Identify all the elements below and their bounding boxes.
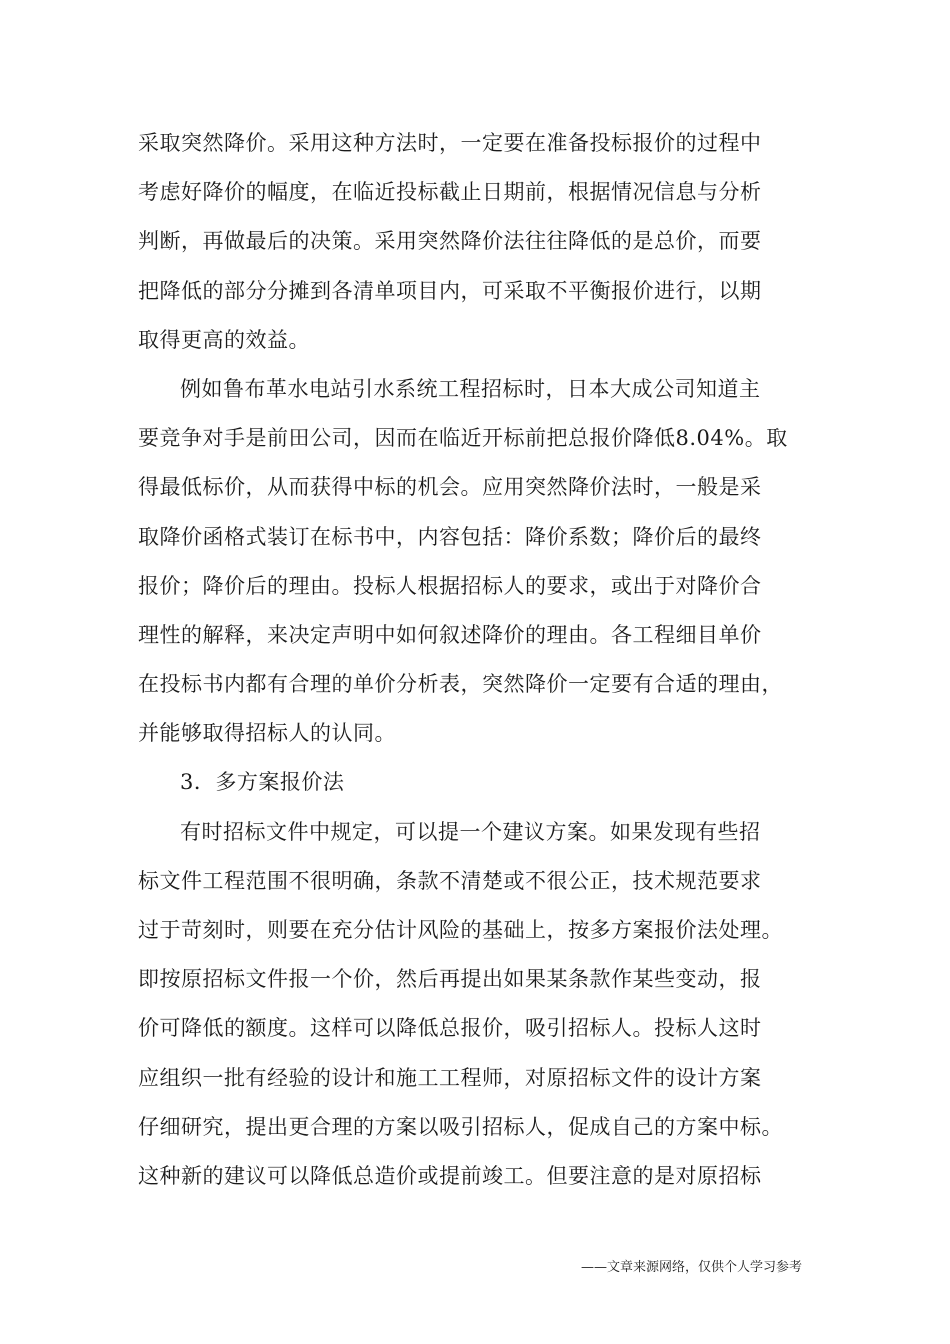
body-text bbox=[138, 119, 810, 1201]
paragraph-start-line: 例如鲁布革水电站引水系统工程招标时，日本大成公司知道主 bbox=[180, 376, 761, 401]
text-line: 采取突然降价。采用这种方法时，一定要在准备投标报价的过程中 bbox=[138, 131, 762, 155]
text-line: 过于苛刻时，则要在充分估计风险的基础上，按多方案报价法处理。 bbox=[138, 918, 783, 942]
text-line: 应组织一批有经验的设计和施工工程师，对原招标文件的设计方案 bbox=[138, 1065, 762, 1090]
text-line: 仔细研究，提出更合理的方案以吸引招标人，促成自己的方案中标。 bbox=[138, 1114, 783, 1139]
text-line: 把降低的部分分摊到各清单项目内，可采取不平衡报价进行，以期 bbox=[138, 278, 762, 303]
text-line: 这种新的建议可以降低总造价或提前竣工。但要注意的是对原招标 bbox=[138, 1163, 762, 1188]
paragraph-start-line: 有时招标文件中规定，可以提一个建议方案。如果发现有些招 bbox=[180, 819, 761, 844]
text-line: 要竞争对手是前田公司，因而在临近开标前把总报价降低8.04%。取 bbox=[138, 426, 788, 451]
text-line: 考虑好降价的幅度，在临近投标截止日期前，根据情况信息与分析 bbox=[138, 180, 762, 205]
text-line: 取降价函格式装订在标书中，内容包括：降价系数；降价后的最终 bbox=[138, 524, 762, 549]
text-line: 取得更高的效益。 bbox=[138, 327, 310, 352]
text-line: 在投标书内都有合理的单价分析表，突然降价一定要有合适的理由， bbox=[138, 672, 783, 697]
text-line: 得最低标价，从而获得中标的机会。应用突然降价法时，一般是采 bbox=[138, 475, 762, 500]
text-line: 理性的解释，来决定声明中如何叙述降价的理由。各工程细目单价 bbox=[138, 622, 762, 647]
text-line: 判断，再做最后的决策。采用突然降价法往往降低的是总价，而要 bbox=[138, 229, 762, 254]
section-heading: 3．多方案报价法 bbox=[180, 770, 345, 795]
text-line: 标文件工程范围不很明确，条款不清楚或不很公正，技术规范要求 bbox=[138, 868, 762, 893]
text-line: 价可降低的额度。这样可以降低总报价，吸引招标人。投标人这时 bbox=[138, 1016, 762, 1041]
page-footer-note: ——文章来源网络，仅供个人学习参考 bbox=[580, 1260, 802, 1275]
text-line: 报价；降价后的理由。投标人根据招标人的要求，或出于对降价合 bbox=[138, 573, 762, 598]
text-line: 并能够取得招标人的认同。 bbox=[138, 721, 396, 746]
text-line: 即按原招标文件报一个价，然后再提出如果某条款作某些变动，报 bbox=[138, 967, 762, 992]
